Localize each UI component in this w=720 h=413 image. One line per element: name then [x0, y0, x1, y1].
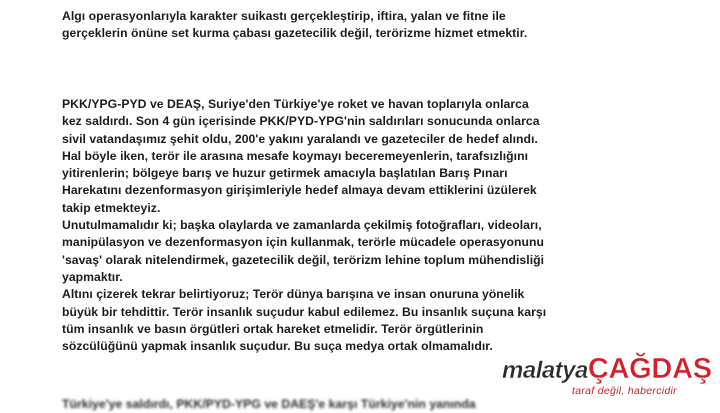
text-line: sözcülüğünü yapmak insanlık suçudur. Bu suça medya ortak olmamalıdır.	[62, 339, 493, 354]
logo-wordmark-part1: malatya	[502, 357, 588, 384]
text-line: tüm insanlık ve basın örgütleri ortak hareket etmelidir. Terör örgütlerinin	[62, 321, 484, 336]
text-line: PKK/YPG-PYD ve DEAŞ, Suriye'den Türkiye'ye roket ve havan toplarıyla onlarca	[62, 97, 529, 111]
logo-wordmark-part2: ÇAĞDAŞ	[587, 353, 712, 385]
body-paragraph	[62, 96, 712, 355]
text-line: kez saldırdı. Son 4 gün içerisinde PKK/PYD-YPG'nin saldırıları sonucunda onlarca	[62, 114, 540, 129]
text-line: Harekatını dezenformasyon girişimleriyle hedef almaya devam ettiklerini üzülerek	[62, 183, 537, 198]
text-line: sivil vatandaşımız şehit oldu, 200'e yakını yaralandı ve gazeteciler de hedef alındı.	[62, 131, 538, 146]
text-line: yapmaktır.	[62, 269, 123, 284]
text-line: Hal böyle iken, terör ile arasına mesafe koymayı beceremeyenlerin, tarafsızlığını	[62, 148, 529, 163]
text-line: Algı operasyonlarıyla karakter suikastı gerçekleştirip, iftira, yalan ve fitne ile	[62, 9, 506, 23]
text-line: yitirenlerin; bölgeye barış ve huzur getirmek amacıyla başlatılan Barış Pınarı	[62, 166, 508, 181]
logo-tagline: taraf değil, habercidir	[572, 385, 677, 397]
text-line: büyük bir tehdittir. Terör insanlık suçudur kabul edilemez. Bu insanlık suçuna karşı	[62, 304, 547, 319]
intro-paragraph	[62, 8, 712, 43]
text-line: Unutulmamalıdır ki; başka olaylarda ve zamanlarda çekilmiş fotoğrafları, videoları,	[62, 218, 542, 233]
text-line: Türkiye'ye saldırdı, PKK/PYD-YPG ve DAEŞ'e karşı Türkiye'nin yanında	[62, 397, 476, 411]
text-line: Altını çizerek tekrar belirtiyoruz; Terör dünya barışına ve insan onuruna yönelik	[62, 287, 525, 302]
logo-wordmark	[502, 352, 712, 388]
text-line: manipülasyon ve dezenformasyon için kullanmak, terörle mücadele operasyonunu	[62, 235, 544, 250]
text-line: takip etmekteyiz.	[62, 200, 161, 215]
malatya-cagdas-logo	[502, 352, 720, 406]
text-line: gerçeklerin önüne set kurma çabası gazetecilik değil, terörizme hizmet etmektir.	[62, 26, 528, 41]
text-line: 'savaş' olarak nitelendirmek, gazetecilik değil, terörizm lehine toplum mühendisliği	[62, 252, 545, 267]
